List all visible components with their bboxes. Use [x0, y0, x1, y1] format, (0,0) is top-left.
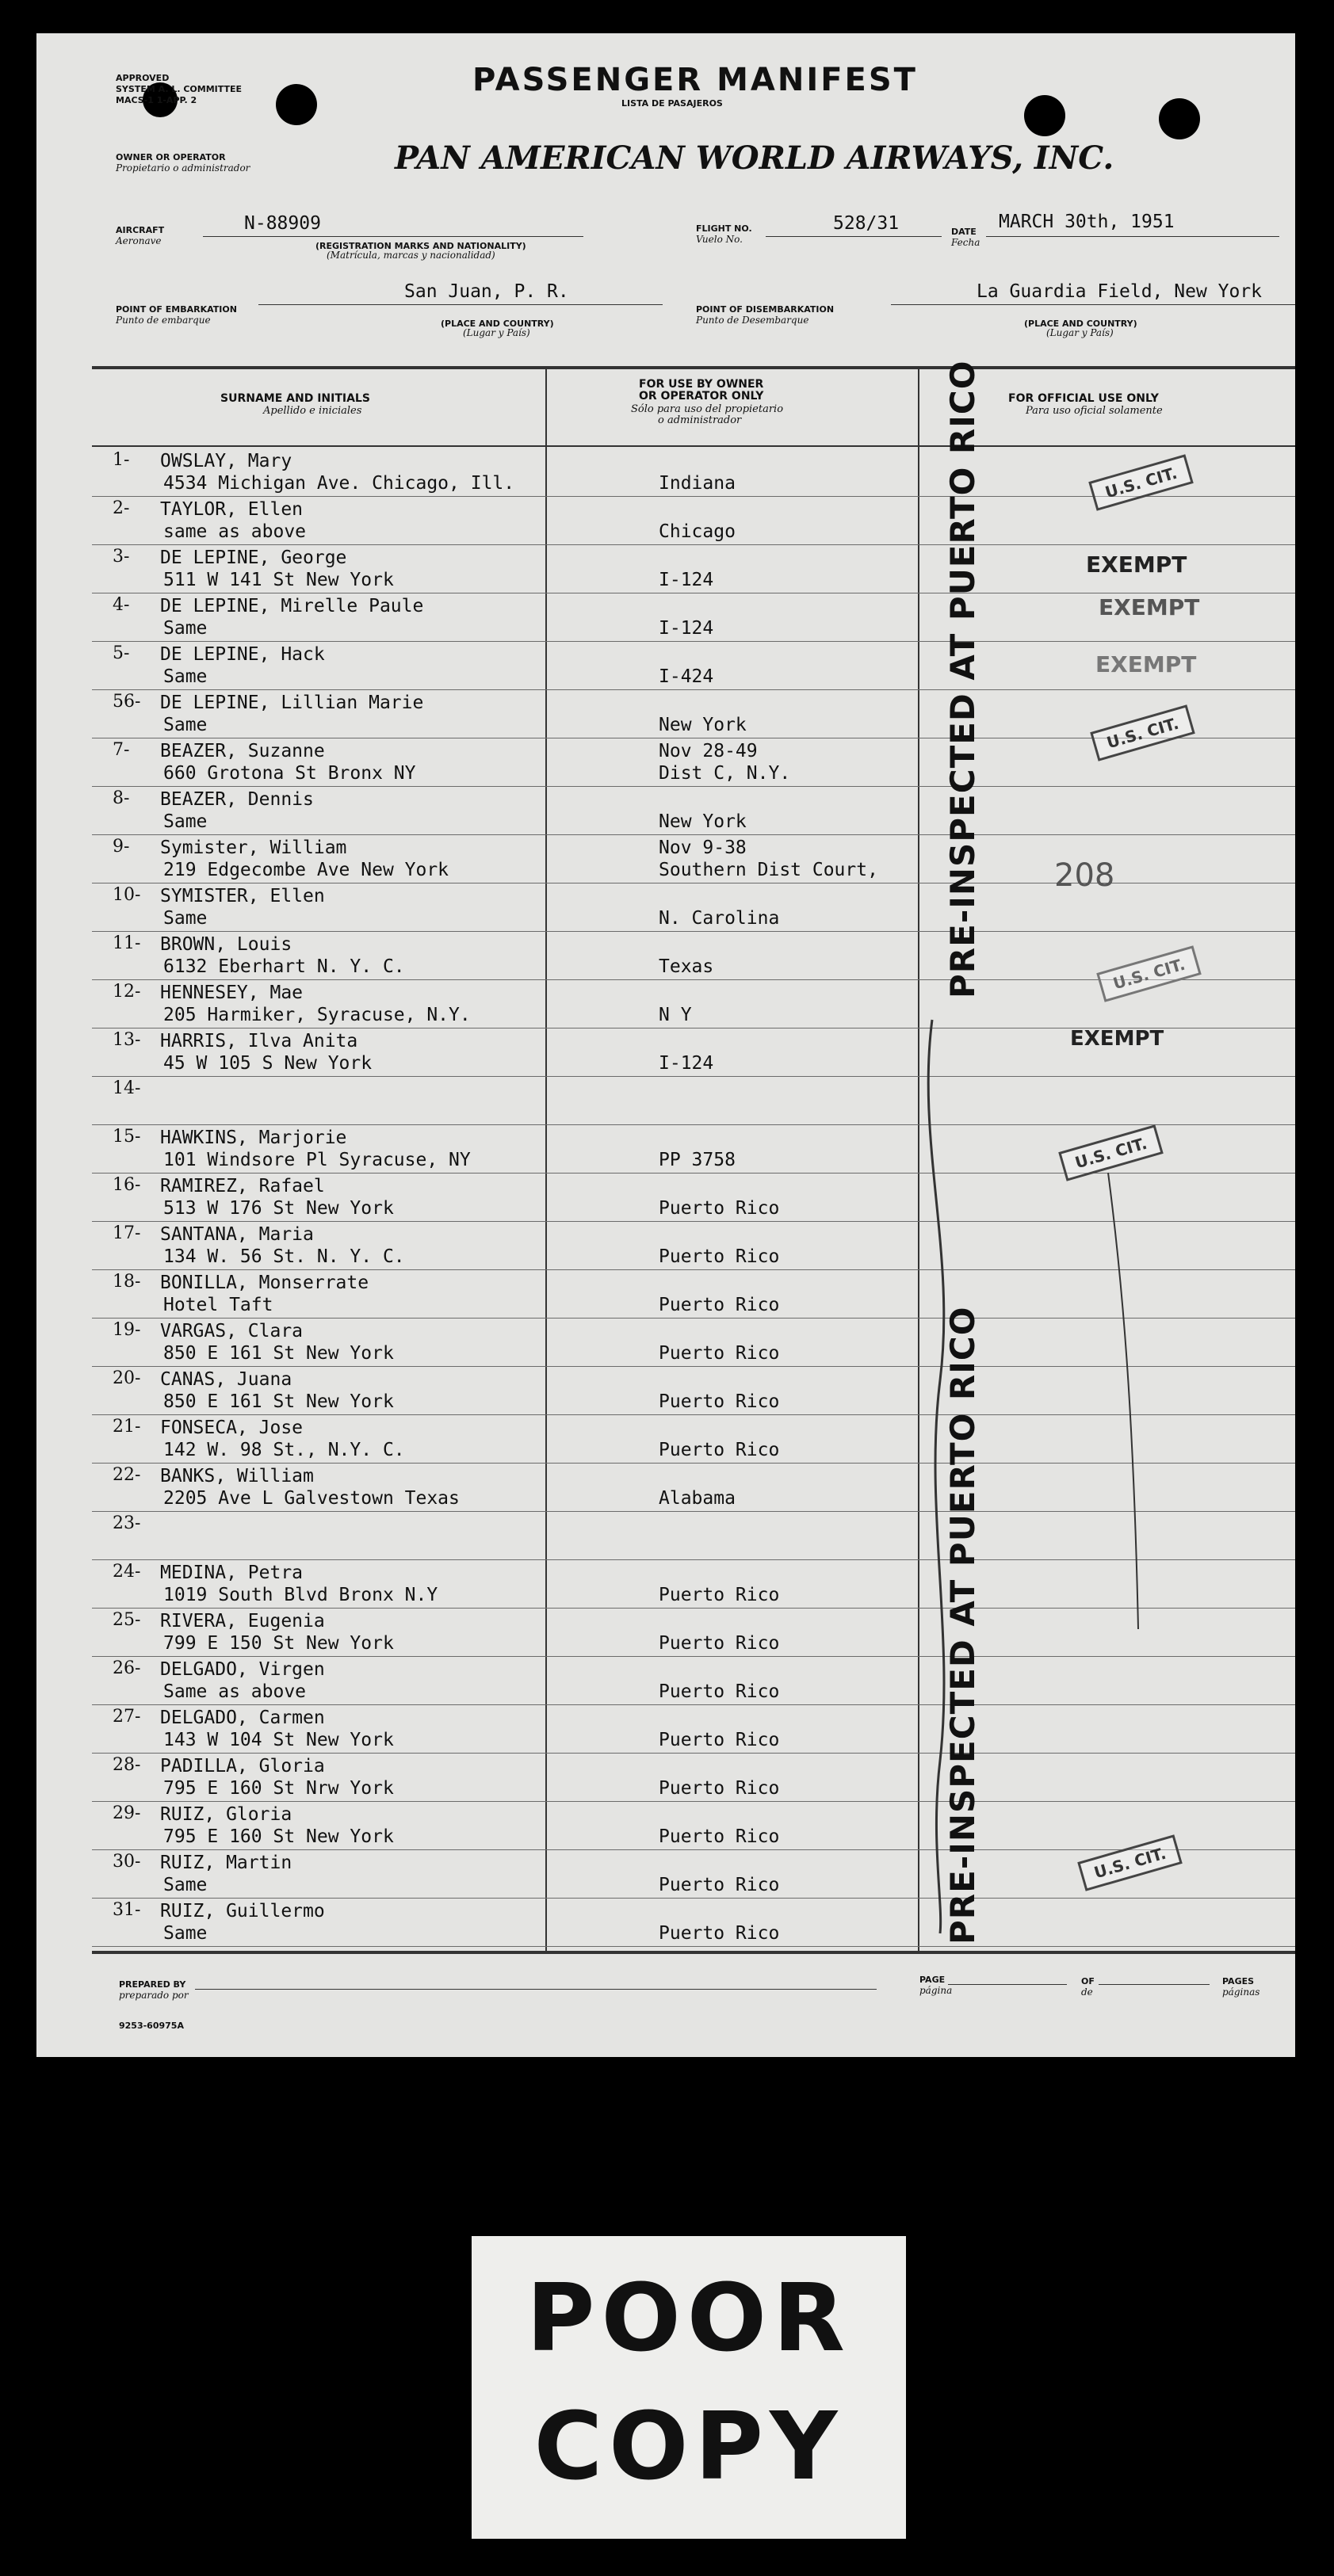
aircraft-label: AIRCRAFT [116, 225, 165, 235]
exempt-mark: EXEMPT [1070, 1027, 1164, 1051]
exempt-mark: EXEMPT [1099, 594, 1200, 620]
owner-use-note: Nov 28-49 [659, 741, 758, 761]
table-top-rule [92, 366, 1295, 369]
row-number: 4- [113, 595, 130, 615]
page-title-es: LISTA DE PASAJEROS [621, 98, 723, 109]
owner-use-note: I-124 [659, 618, 714, 639]
embark-value: San Juan, P. R. [404, 281, 569, 302]
owner-use-note: Chicago [659, 521, 736, 542]
aircraft-value: N-88909 [244, 213, 321, 234]
passenger-row [36, 1705, 1295, 1754]
passenger-name: DE LEPINE, Lillian Marie [160, 693, 424, 713]
aircraft-label-es: Aeronave [116, 235, 162, 246]
row-number: 56- [113, 692, 141, 712]
flight-label-es: Vuelo No. [696, 234, 743, 245]
owner-use-note: New York [659, 715, 747, 735]
passenger-name: DELGADO, Virgen [160, 1659, 325, 1680]
us-citizen-stamp: U.S. CIT. [1096, 945, 1202, 1002]
embark-place-note-es: (Lugar y País) [463, 327, 530, 338]
disembark-place-note: (PLACE AND COUNTRY) [1024, 319, 1137, 329]
owner-use-note: PP 3758 [659, 1150, 736, 1170]
passenger-name: FONSECA, Jose [160, 1418, 304, 1438]
passenger-name: HAWKINS, Marjorie [160, 1128, 347, 1148]
row-number: 20- [113, 1368, 141, 1388]
row-number: 3- [113, 547, 130, 567]
col-header-official-use: FOR OFFICIAL USE ONLY [1008, 392, 1159, 405]
passenger-name: BROWN, Louis [160, 934, 292, 955]
owner-use-note: N Y [659, 1005, 692, 1025]
passenger-address: 45 W 105 S New York [163, 1053, 373, 1074]
of-underline [1099, 1984, 1210, 1985]
owner-use-note: Puerto Rico [659, 1826, 780, 1847]
poor-copy-line: POOR [526, 2263, 851, 2372]
row-number: 23- [113, 1513, 141, 1533]
pages-label-es: páginas [1222, 1986, 1260, 1998]
passenger-address: 4534 Michigan Ave. Chicago, Ill. [163, 473, 515, 494]
passenger-address: Same [163, 1923, 208, 1944]
passenger-name: Symister, William [160, 838, 347, 858]
punch-hole [1159, 98, 1200, 139]
owner-use-note: Puerto Rico [659, 1440, 780, 1460]
bracket-line [908, 1016, 964, 1935]
owner-use-note: Puerto Rico [659, 1295, 780, 1315]
passenger-name: CANAS, Juana [160, 1369, 292, 1390]
passenger-address: 1019 South Blvd Bronx N.Y [163, 1585, 438, 1605]
us-citizen-stamp: U.S. CIT. [1088, 454, 1194, 511]
owner-use-note: I-424 [659, 666, 714, 687]
page-label: PAGE [919, 1975, 946, 1985]
passenger-name: VARGAS, Clara [160, 1321, 304, 1341]
owner-use-note: N. Carolina [659, 908, 780, 929]
disembark-value: La Guardia Field, New York [977, 281, 1263, 302]
passenger-address: 795 E 160 St Nrw York [163, 1778, 394, 1799]
row-number: 21- [113, 1417, 141, 1437]
table-bottom-rule [92, 1951, 1295, 1954]
passenger-row [36, 1657, 1295, 1705]
passenger-name: BANKS, William [160, 1466, 314, 1486]
passenger-name: HENNESEY, Mae [160, 983, 304, 1003]
passenger-name: DE LEPINE, Hack [160, 644, 325, 665]
owner-use-note: Puerto Rico [659, 1730, 780, 1750]
owner-use-note: Texas [659, 956, 714, 977]
passenger-name: BEAZER, Dennis [160, 789, 314, 810]
passenger-address: 795 E 160 St New York [163, 1826, 394, 1847]
preinspected-stamp: PRE-INSPECTED AT PUERTO RICO [943, 360, 982, 998]
prepared-underline [195, 1989, 877, 1990]
owner-use-note: Puerto Rico [659, 1246, 780, 1267]
date-label: DATE [951, 227, 977, 237]
passenger-name: SANTANA, Maria [160, 1224, 314, 1245]
disembark-place-note-es: (Lugar y País) [1046, 327, 1114, 338]
passenger-address: 850 E 161 St New York [163, 1343, 394, 1364]
us-citizen-stamp: U.S. CIT. [1058, 1124, 1164, 1181]
airline-name: PAN AMERICAN WORLD AIRWAYS, INC. [395, 139, 1114, 177]
passenger-name: DELGADO, Carmen [160, 1708, 325, 1728]
passenger-name: BEAZER, Suzanne [160, 741, 325, 761]
passenger-address: 850 E 161 St New York [163, 1391, 394, 1412]
row-number: 29- [113, 1803, 141, 1823]
col-header-owner-use-es: o administrador [658, 414, 742, 426]
pages-label: PAGES [1222, 1976, 1255, 1986]
passenger-name: DE LEPINE, George [160, 548, 347, 568]
disembark-label: POINT OF DISEMBARKATION [696, 304, 835, 315]
row-number: 2- [113, 498, 130, 518]
passenger-address: Same [163, 618, 208, 639]
date-underline [986, 236, 1279, 237]
owner-use-note-2: Dist C, N.Y. [659, 763, 791, 784]
passenger-address: Same [163, 715, 208, 735]
owner-use-note: I-124 [659, 570, 714, 590]
passenger-address: Same [163, 811, 208, 832]
passenger-address: Same [163, 1875, 208, 1895]
of-label-es: de [1081, 1986, 1093, 1998]
row-number: 22- [113, 1465, 141, 1485]
passenger-name: BONILLA, Monserrate [160, 1273, 369, 1293]
passenger-address: 219 Edgecombe Ave New York [163, 860, 449, 880]
us-citizen-stamp: U.S. CIT. [1090, 704, 1195, 761]
preinspected-stamp: PRE-INSPECTED AT PUERTO RICO [943, 1306, 982, 1944]
passenger-address: 513 W 176 St New York [163, 1198, 394, 1219]
owner-use-note: Puerto Rico [659, 1343, 780, 1364]
row-number: 17- [113, 1223, 141, 1243]
passenger-name: RAMIREZ, Rafael [160, 1176, 325, 1196]
row-divider [92, 1946, 1295, 1947]
embark-label: POINT OF EMBARKATION [116, 304, 237, 315]
passenger-address: Same [163, 908, 208, 929]
table-header-rule [92, 445, 1295, 447]
us-citizen-stamp: U.S. CIT. [1077, 1834, 1183, 1891]
punch-hole [1024, 95, 1065, 136]
col-header-official-use-es: Para uso oficial solamente [1026, 405, 1163, 417]
exempt-mark: EXEMPT [1095, 651, 1197, 677]
owner-use-note: Alabama [659, 1488, 736, 1509]
row-number: 12- [113, 982, 141, 1002]
flight-value: 528/31 [833, 213, 900, 234]
col-header-surname: SURNAME AND INITIALS [220, 392, 370, 405]
row-number: 16- [113, 1175, 141, 1195]
row-number: 18- [113, 1272, 141, 1292]
owner-use-note: Puerto Rico [659, 1633, 780, 1654]
owner-use-note: Puerto Rico [659, 1778, 780, 1799]
row-number: 10- [113, 885, 141, 905]
passenger-name: RUIZ, Martin [160, 1853, 292, 1873]
passenger-name: RUIZ, Guillermo [160, 1901, 325, 1922]
passenger-name: PADILLA, Gloria [160, 1756, 325, 1776]
row-number: 28- [113, 1755, 141, 1775]
passenger-name: HARRIS, Ilva Anita [160, 1031, 358, 1051]
manifest-sheet [36, 33, 1295, 2057]
col-header-owner-use: OR OPERATOR ONLY [639, 390, 764, 403]
col-header-surname-es: Apellido e iniciales [263, 405, 362, 417]
passenger-name: OWSLAY, Mary [160, 451, 292, 471]
owner-use-note: Nov 9-38 [659, 838, 747, 858]
of-label: OF [1081, 1976, 1095, 1986]
row-number: 24- [113, 1562, 141, 1582]
owner-use-note: Puerto Rico [659, 1391, 780, 1412]
passenger-address: Hotel Taft [163, 1295, 273, 1315]
row-number: 25- [113, 1610, 141, 1630]
date-value: MARCH 30th, 1951 [999, 212, 1175, 232]
row-number: 31- [113, 1900, 141, 1920]
aircraft-underline [203, 236, 583, 237]
passenger-name: RUIZ, Gloria [160, 1804, 292, 1825]
owner-label-es: Propietario o administrador [116, 162, 250, 174]
poor-copy-line: COPY [533, 2391, 844, 2501]
poor-copy-card [472, 2236, 906, 2539]
passenger-row [36, 787, 1295, 835]
passenger-address: 2205 Ave L Galvestown Texas [163, 1488, 460, 1509]
date-label-es: Fecha [951, 237, 980, 248]
approved-line: SYSTEM A. L. COMMITTEE [116, 84, 243, 94]
owner-use-note: Puerto Rico [659, 1585, 780, 1605]
row-number: 30- [113, 1852, 141, 1872]
owner-use-note: I-124 [659, 1053, 714, 1074]
passenger-name: DE LEPINE, Mirelle Paule [160, 596, 424, 616]
passenger-address: 143 W 104 St New York [163, 1730, 394, 1750]
passenger-address: 660 Grotona St Bronx NY [163, 763, 416, 784]
passenger-name: RIVERA, Eugenia [160, 1611, 325, 1631]
passenger-address: Same as above [163, 1681, 307, 1702]
passenger-address: same as above [163, 521, 307, 542]
row-number: 8- [113, 788, 130, 808]
owner-use-note: Puerto Rico [659, 1923, 780, 1944]
flight-label: FLIGHT NO. [696, 223, 752, 234]
owner-use-note: Puerto Rico [659, 1198, 780, 1219]
row-number: 5- [113, 643, 130, 663]
registration-note-es: (Matrícula, marcas y nacionalidad) [327, 250, 495, 261]
page-title: PASSENGER MANIFEST [472, 62, 918, 98]
passenger-row [36, 1899, 1295, 1947]
registration-note: (REGISTRATION MARKS AND NATIONALITY) [315, 241, 526, 251]
flight-underline [766, 236, 942, 237]
passenger-address: 511 W 141 St New York [163, 570, 394, 590]
row-number: 11- [113, 933, 141, 953]
prepared-label-es: preparado por [119, 1990, 189, 2001]
row-number: 15- [113, 1127, 141, 1147]
passenger-name: MEDINA, Petra [160, 1563, 304, 1583]
passenger-address: Same [163, 666, 208, 687]
approved-line: MACS-1 1-APP. 2 [116, 95, 197, 105]
row-number: 7- [113, 740, 130, 760]
owner-use-note: Puerto Rico [659, 1875, 780, 1895]
embark-underline [258, 304, 663, 305]
disembark-label-es: Punto de Desembarque [696, 315, 809, 326]
passenger-row [36, 1077, 1295, 1125]
exempt-mark: EXEMPT [1086, 551, 1187, 578]
col-header-owner-use-es: Sólo para uso del propietario [631, 403, 784, 415]
passenger-row [36, 1802, 1295, 1850]
disembark-underline [891, 304, 1295, 305]
prepared-label: PREPARED BY [119, 1979, 186, 1990]
owner-label: OWNER OR OPERATOR [116, 152, 226, 162]
owner-use-note: New York [659, 811, 747, 832]
passenger-address: 142 W. 98 St., N.Y. C. [163, 1440, 405, 1460]
passenger-address: 6132 Eberhart N. Y. C. [163, 956, 405, 977]
pen-stroke [1099, 1171, 1154, 1631]
passenger-row [36, 1754, 1295, 1802]
punch-hole [276, 84, 317, 125]
passenger-address: 799 E 150 St New York [163, 1633, 394, 1654]
passenger-address: 101 Windsore Pl Syracuse, NY [163, 1150, 471, 1170]
row-number: 26- [113, 1658, 141, 1678]
passenger-address: 205 Harmiker, Syracuse, N.Y. [163, 1005, 471, 1025]
col-header-owner-use: FOR USE BY OWNER [639, 378, 764, 391]
row-number: 14- [113, 1078, 141, 1098]
approved-line: APPROVED [116, 73, 170, 83]
embark-place-note: (PLACE AND COUNTRY) [441, 319, 554, 329]
passenger-name: TAYLOR, Ellen [160, 499, 304, 520]
owner-use-note-2: Southern Dist Court, [659, 860, 878, 880]
row-number: 9- [113, 837, 130, 857]
passenger-address: 134 W. 56 St. N. Y. C. [163, 1246, 405, 1267]
row-number: 27- [113, 1707, 141, 1727]
passenger-name: SYMISTER, Ellen [160, 886, 325, 906]
row-number: 1- [113, 450, 130, 470]
owner-use-note: Indiana [659, 473, 736, 494]
row-number: 19- [113, 1320, 141, 1340]
form-code: 9253-60975A [119, 2021, 184, 2031]
page-label-es: página [919, 1985, 953, 1996]
owner-use-note: Puerto Rico [659, 1681, 780, 1702]
row-number: 13- [113, 1030, 141, 1050]
official-number: 208 [1054, 857, 1115, 894]
embark-label-es: Punto de embarque [116, 315, 211, 326]
page-underline [948, 1984, 1067, 1985]
